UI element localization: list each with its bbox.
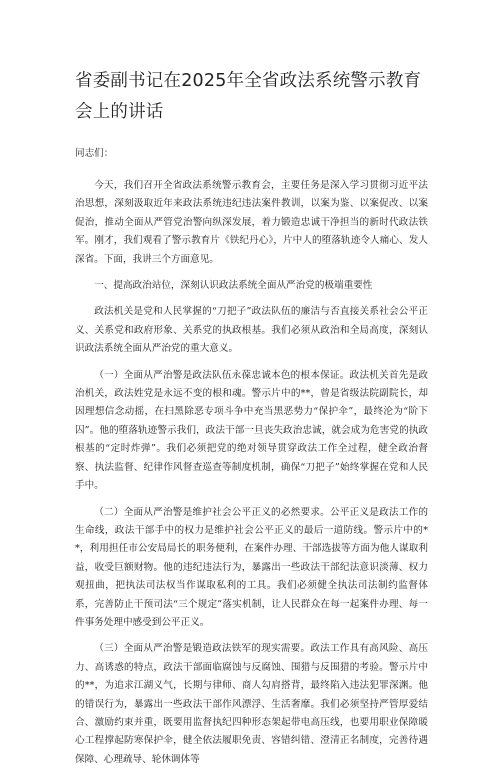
document-body [75,177,428,769]
section-heading: 一、提高政治站位，深刻认识政法系统全面从严治党的极端重要性 [94,280,373,292]
body-paragraph: 今天，我们召开全省政法系统警示教育会，主要任务是深入学习贯彻习近平法治思想，深刻汲取近年来政法系统违纪违法案件教训，以案为鉴、以案促改、以案促治，推动全面从严管党治警向纵深发展，着力锻造忠诚干净担当的新时代政法铁军。刚才，我们观看了警示教育片《铁纪丹心》，片中人的堕落轨迹令人痛心、发人深省。下面，我讲三个方面意见。 [75,180,428,265]
body-paragraph: （二）全面从严治警是维护社会公平正义的必然要求。公平正义是政法工作的生命线，政法干部手中的权力是维护社会公平正义的最后一道防线。警示片中的**，利用担任市公安局局长的职务便利，在案件办理、干部选拔等方面为他人谋取利益，收受巨额财物。他的违纪违法行为，暴露出一些政法干部纪法意识淡薄、权力观扭曲，把执法司法权当作谋取私利的工具。我们必须健全执法司法制约监督体系，完善防止干预司法“三个规定”落实机制，让人民群众在每一起案件办理、每一件事务处理中感受到公平正义。 [75,506,428,628]
body-paragraph: （一）全面从严治警是政法队伍永葆忠诚本色的根本保证。政法机关首先是政治机关，政法姓党是永远不变的根和魂。警示片中的**，曾是省级法院副院长，却因理想信念动摇，在扫黑除恶专项斗争中充当黑恶势力“保护伞”，最终沦为“阶下囚”。他的堕落轨迹警示我们，政法干部一旦丧失政治忠诚，就会成为危害党的执政根基的“定时炸弹”。我们必须把党的绝对领导贯穿政法工作全过程，健全政治督察、执法监督、纪律作风督查巡查等制度机制，确保“刀把子”始终掌握在党和人民手中。 [75,369,428,492]
body-paragraph: （三）全面从严治警是锻造政法铁军的现实需要。政法工作具有高风险、高压力、高诱惑的特点，政法干部面临腐蚀与反腐蚀、围猎与反围猎的考验。警示片中的**，为追求江湖义气，长期与律师、商人勾肩搭背，最终陷入违法犯罪深渊。他的错误行为，暴露出一些政法干部作风漂浮、生活奢靡。我们必须坚持严管厚爱结合、激励约束并重，既要用监督执纪四种形态架起带电高压线，也要用职业保障暖心工程撑起防寒保护伞，健全依法履职免责、容错纠错、澄清正名制度，完善待遇保障、心理疏导、轮休调体等 [75,643,428,765]
document-title: 省委副书记在2025年全省政法系统警示教育会上的讲话 [75,71,422,122]
body-paragraph: 政法机关是党和人民掌握的“刀把子”政法队伍的廉洁与否直接关系社会公平正义、关系党和政府形象、关系党的执政根基。我们必须从政治和全局高度，深刻认识政法系统全面从严治党的重大意义。 [75,306,428,355]
salutation: 同志们： [75,148,114,159]
